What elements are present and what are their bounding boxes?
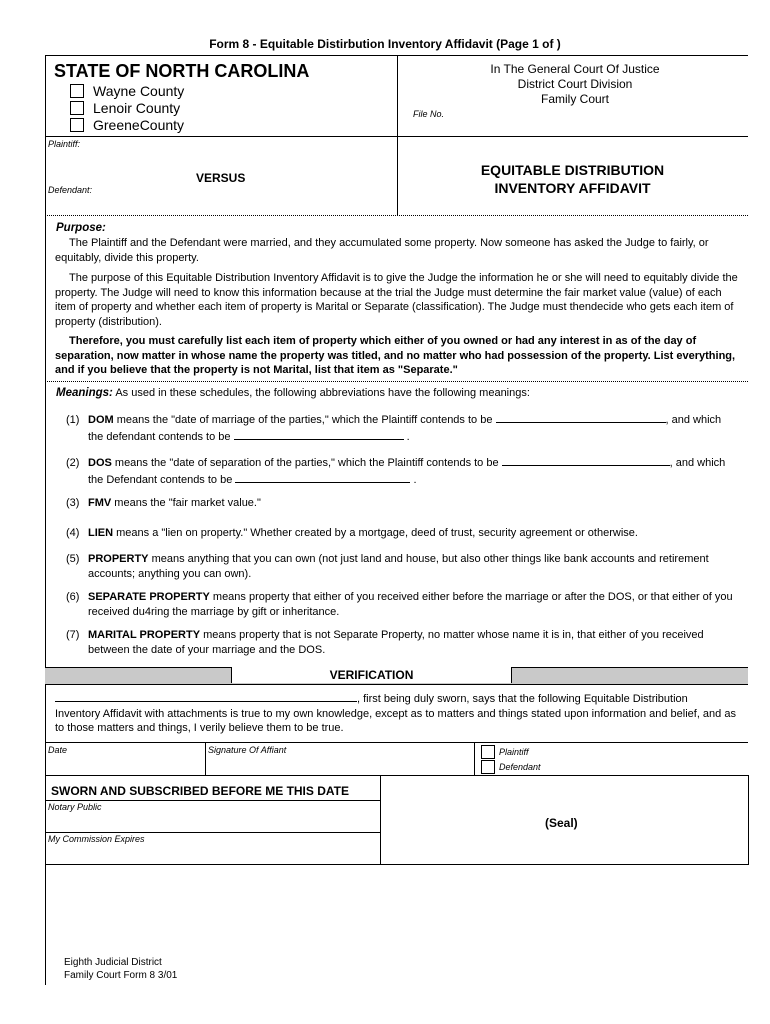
item-text: . (406, 431, 410, 443)
plaintiff-dom-field[interactable] (496, 422, 666, 423)
county-label: Lenoir County (93, 100, 181, 116)
item-line (88, 456, 748, 471)
meaning-item-property (66, 552, 746, 584)
item-body (88, 456, 748, 488)
caption-rule (45, 136, 397, 137)
checkbox[interactable] (481, 760, 495, 774)
item-term: DOS (88, 457, 112, 469)
item-number: (7) (66, 629, 80, 641)
meaning-item-separate-property (66, 590, 746, 622)
item-line (88, 413, 748, 428)
plaintiff-dos-field[interactable] (502, 465, 670, 466)
court-line-3: Family Court (540, 92, 609, 106)
left-border (45, 55, 46, 985)
affiant-plaintiff-option[interactable] (481, 745, 529, 759)
item-number: (3) (66, 497, 80, 509)
versus-label: VERSUS (196, 171, 246, 185)
purpose-paragraph-2: The purpose of this Equitable Distribution Inventory Affidavit is to give the Judge the information he or she will need to equitably divide the property. The Judge will need to know this information because at the trial the Judge must determine the fair market value (value) of each item of property and whether each item of property is Marital or Separate (classification). The Judge must thendecide who gets each item of property (distribution). (55, 272, 738, 328)
court-line-2: District Court Division (517, 77, 633, 91)
item-text: means property that either of you received either before the marriage or after the DOS, or that either of you received du4ring the marriage by gift or inheritance. (88, 591, 733, 618)
affiant-defendant-option[interactable] (481, 760, 541, 774)
county-option-greene[interactable] (70, 117, 184, 133)
item-text: , and which (665, 414, 722, 426)
seal-right-border (748, 775, 749, 865)
footer (64, 956, 177, 982)
form-title: Form 8 - Equitable Distirbution Inventory Affidavit (Page 1 of ) (209, 37, 561, 51)
header-bottom-rule (45, 215, 748, 216)
meaning-item-marital-property (66, 628, 746, 660)
meanings-intro (56, 387, 530, 399)
option-label: Defendant (499, 762, 541, 772)
defendant-label: Defendant: (48, 185, 93, 195)
verification-text-body: Inventory Affidavit with attachments is true to my own knowledge, except as to matters and things stated upon information and belief, and as to those matters and things, I verily believe them to be true. (55, 707, 736, 734)
commission-field[interactable] (48, 844, 376, 862)
signature-row-bottom-rule (45, 775, 748, 776)
item-line (88, 473, 748, 488)
state-name: STATE OF NORTH CAROLINA (54, 61, 310, 81)
meaning-item-lien (66, 526, 746, 542)
verification-statement (55, 692, 745, 736)
notary-field[interactable] (48, 812, 376, 830)
verification-text: , first being duly sworn, says that the following Equitable Distribution (357, 693, 688, 705)
county-option-lenoir[interactable] (70, 100, 180, 116)
item-text: the defendant contends to be (88, 431, 231, 443)
checkbox[interactable] (70, 84, 84, 98)
document-title-line-2: INVENTORY AFFIDAVIT (494, 180, 651, 196)
signature-field[interactable] (208, 750, 470, 772)
date-label: Date (48, 745, 68, 755)
checkbox[interactable] (481, 745, 495, 759)
plaintiff-label: Plaintiff: (48, 139, 81, 149)
defendant-dos-field[interactable] (235, 482, 410, 483)
signature-label: Signature Of Affiant (208, 745, 287, 755)
item-text: the Defendant contends to be (88, 474, 233, 486)
option-label: Plaintiff (499, 747, 529, 757)
item-body (88, 590, 748, 620)
checkbox[interactable] (70, 101, 84, 115)
item-line (88, 430, 748, 445)
item-term: MARITAL PROPERTY (88, 629, 201, 641)
sworn-heading-rule (45, 800, 380, 801)
item-text: means property that is not Separate Property, no matter whose name it is in, that either of you received between the date of your marriage and the DOS. (88, 629, 704, 656)
document-title-line-1: EQUITABLE DISTRIBUTION (480, 162, 665, 178)
item-body (88, 526, 748, 541)
footer-district: Eighth Judicial District (64, 957, 162, 968)
verification-line-1 (55, 692, 745, 707)
item-text: means a "lien on property." Whether created by a mortgage, deed of trust, security agreement or otherwise. (116, 527, 638, 539)
file-no-label: File No. (413, 109, 445, 119)
item-term: DOM (88, 414, 114, 426)
seal-label: (Seal) (545, 816, 578, 830)
item-body (88, 413, 748, 445)
item-number: (2) (66, 457, 80, 469)
item-body (88, 496, 748, 511)
item-term: LIEN (88, 527, 114, 539)
file-no-rule (397, 136, 748, 137)
meaning-item-dos (66, 456, 746, 488)
purpose-paragraph-1: The Plaintiff and the Defendant were married, and they accumulated some property. Now someone has asked the Judge to fairly, or equitably, divide this property. (55, 237, 709, 264)
meaning-item-fmv (66, 496, 746, 512)
sworn-heading: SWORN AND SUBSCRIBED BEFORE ME THIS DATE (51, 784, 350, 798)
footer-form-id: Family Court Form 8 3/01 (64, 970, 178, 981)
item-number: (1) (66, 414, 80, 426)
item-number: (5) (66, 553, 80, 565)
item-text: means the "date of marriage of the parties," which the Plaintiff contends to be (116, 414, 493, 426)
purpose-paragraph-3: Therefore, you must carefully list each item of property which either of you owned or had any interest in as of the day of separation, now matter in whose name the property was titled, and no matter who had possession of the property. List everything, and if you believe that the property is not Marital, list that item as "Separate." (55, 335, 736, 376)
header-divider (397, 55, 398, 215)
item-number: (4) (66, 527, 80, 539)
sworn-divider (380, 775, 381, 865)
court-line-1: In The General Court Of Justice (490, 62, 660, 76)
date-field[interactable] (48, 750, 203, 772)
item-text: . (413, 474, 417, 486)
signature-row-top-rule (45, 742, 748, 743)
county-label: GreeneCounty (93, 117, 185, 133)
notary-rule (45, 832, 380, 833)
commission-label: My Commission Expires (48, 834, 145, 844)
checkbox[interactable] (70, 118, 84, 132)
item-number: (6) (66, 591, 80, 603)
sworn-bottom-rule (45, 864, 748, 865)
item-term: PROPERTY (88, 553, 149, 565)
item-body (88, 552, 748, 582)
document-title (400, 161, 745, 197)
purpose-heading: Purpose: (56, 222, 106, 234)
defendant-dom-field[interactable] (234, 439, 404, 440)
county-option-wayne[interactable] (70, 83, 184, 99)
item-term: SEPARATE PROPERTY (88, 591, 210, 603)
item-term: FMV (88, 497, 112, 509)
item-text: means anything that you can own (not just land and house, but also other things like bank accounts and retirement accounts; anything you can own). (88, 553, 709, 580)
meanings-heading: Meanings: (56, 387, 113, 399)
meanings-intro-text: As used in these schedules, the following abbreviations have the following meanings: (115, 387, 530, 399)
verification-heading: VERIFICATION (231, 667, 512, 683)
signature-divider (474, 742, 475, 775)
item-text: means the "date of separation of the parties," which the Plaintiff contends to be (114, 457, 499, 469)
item-text: means the "fair market value." (114, 497, 261, 509)
affiant-name-field[interactable] (55, 701, 357, 702)
item-body (88, 628, 748, 658)
county-label: Wayne County (93, 83, 185, 99)
purpose-bottom-rule (45, 381, 748, 382)
item-text: , and which (669, 457, 726, 469)
meaning-item-dom (66, 413, 746, 445)
date-divider (205, 742, 206, 775)
notary-label: Notary Public (48, 802, 102, 812)
